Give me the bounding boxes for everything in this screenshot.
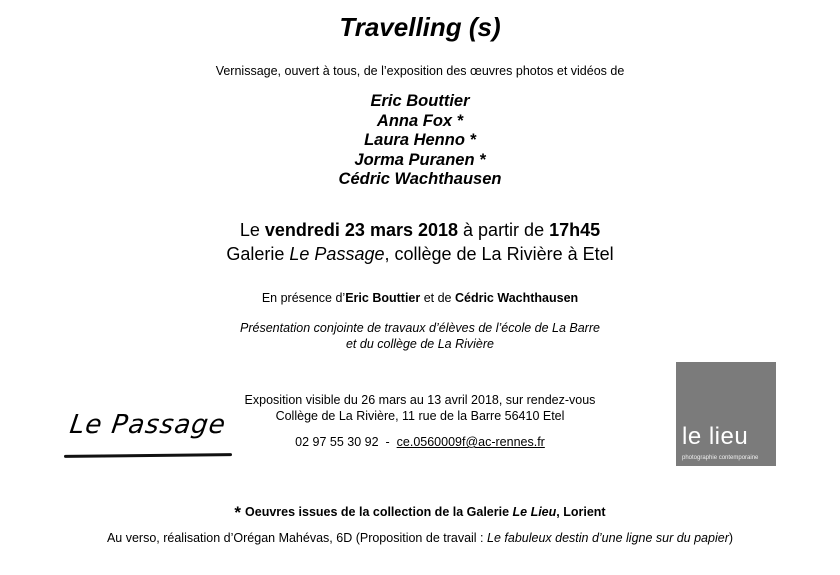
presence-mid: et de bbox=[420, 291, 455, 305]
asterisk: * bbox=[234, 503, 242, 522]
artist-name: Laura Henno * bbox=[364, 131, 476, 149]
artist-name: Jorma Puranen * bbox=[354, 150, 486, 169]
event-date: vendredi 23 mars 2018 bbox=[264, 220, 459, 240]
event-details bbox=[0, 218, 840, 266]
contact-separator: - bbox=[385, 435, 390, 449]
artists-list bbox=[0, 92, 840, 190]
phone-number: 02 97 55 30 92 bbox=[295, 435, 379, 449]
event-gallery-name: Le Passage bbox=[289, 244, 385, 264]
collection-city: , Lorient bbox=[556, 505, 606, 519]
presentation-line-1: Présentation conjointe de travaux d’élèves de l’école de La Barre bbox=[240, 321, 600, 335]
presence-line bbox=[0, 291, 840, 305]
le-lieu-logo-text: le lieu bbox=[682, 423, 749, 450]
le-lieu-logo-subtitle: photographie contemporaine bbox=[682, 455, 759, 461]
intro-text: Vernissage, ouvert à tous, de l’exposition des œuvres photos et vidéos de bbox=[215, 64, 625, 78]
presence-name-2: Cédric Wachthausen bbox=[454, 291, 579, 305]
verso-text: Au verso, réalisation d’Orégan Mahévas, 6D (Proposition de travail : bbox=[106, 531, 488, 545]
artist-name: Anna Fox * bbox=[376, 111, 464, 130]
logo-underline bbox=[64, 453, 232, 458]
le-passage-logo bbox=[58, 408, 238, 464]
verso-note bbox=[0, 531, 840, 545]
title: Travelling (s) bbox=[339, 12, 501, 42]
presence-name-1: Eric Bouttier bbox=[345, 291, 421, 305]
presentation-text bbox=[0, 320, 840, 352]
artist-name: Cédric Wachthausen bbox=[338, 170, 502, 188]
le-lieu-logo bbox=[676, 362, 776, 466]
event-from: à partir de bbox=[463, 220, 545, 240]
collection-gallery: Le Lieu bbox=[512, 505, 557, 519]
event-galerie: Galerie bbox=[226, 244, 285, 264]
presence-prefix: En présence d’ bbox=[261, 291, 346, 305]
collection-text: Oeuvres issues de la collection de la Galerie bbox=[245, 505, 513, 519]
event-date-line bbox=[0, 218, 840, 242]
verso-close: ) bbox=[728, 531, 734, 545]
event-location: , collège de La Rivière à Etel bbox=[384, 244, 614, 264]
le-passage-logo-text: Le Passage bbox=[67, 410, 229, 440]
event-le: Le bbox=[239, 220, 260, 240]
artist-name: Eric Bouttier bbox=[370, 92, 470, 110]
email-link[interactable]: ce.0560009f@ac-rennes.fr bbox=[396, 435, 545, 449]
exhibition-line-1: Exposition visible du 26 mars au 13 avril 2018, sur rendez-vous bbox=[244, 393, 596, 407]
event-time: 17h45 bbox=[549, 220, 601, 240]
verso-work-title: Le fabuleux destin d’une ligne sur du papier bbox=[487, 531, 729, 545]
exhibition-line-2: Collège de La Rivière, 11 rue de la Barre 56410 Etel bbox=[275, 408, 565, 423]
presentation-line-2: et du collège de La Rivière bbox=[345, 337, 494, 351]
event-location-line bbox=[0, 242, 840, 266]
collection-note bbox=[0, 503, 840, 523]
